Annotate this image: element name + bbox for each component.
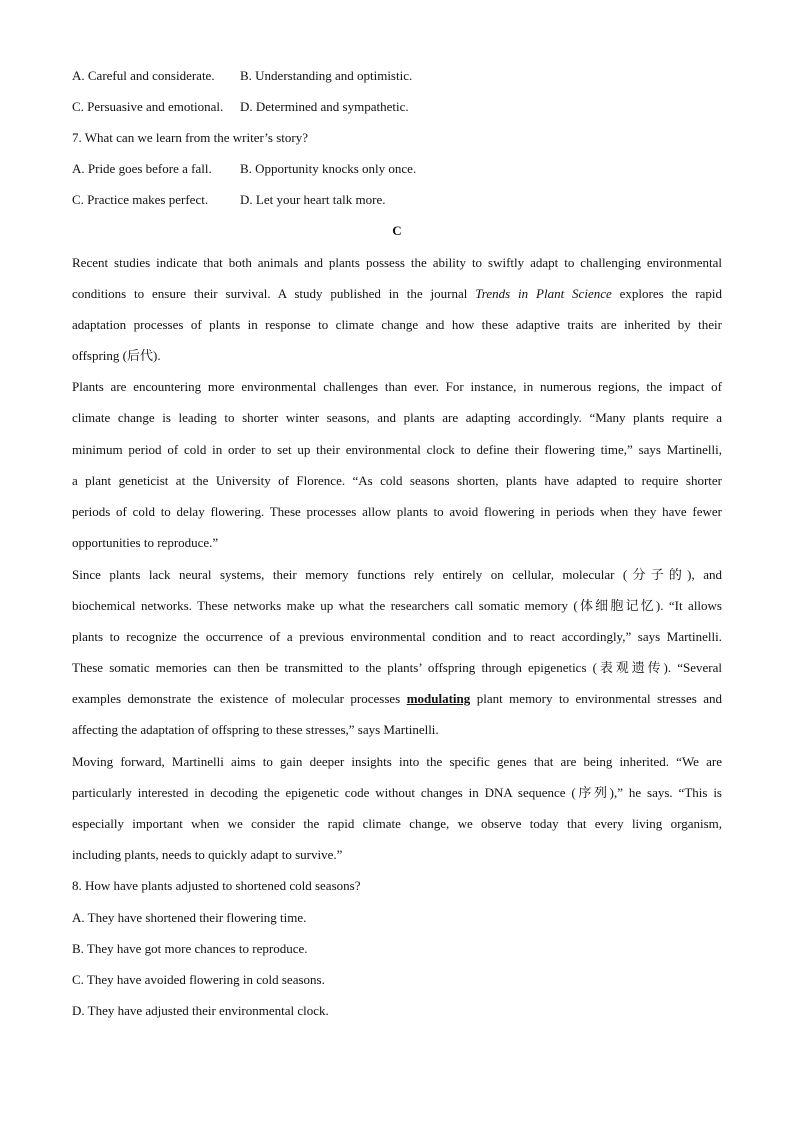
p1-line-2 (72, 285, 722, 303)
q6-options-row-1 (72, 67, 722, 85)
p4-line-3: especially important when we consider the rapid climate change, we observe today that every living organism, (72, 816, 722, 831)
p3-line-5-pre: examples demonstrate the existence of molecular processes (72, 691, 401, 706)
p2-line-3: minimum period of cold in order to set up their environmental clock to define their flowering time,” says Martinelli, (72, 442, 722, 457)
q7-options-row-1 (72, 160, 722, 178)
q8-option-b: B. They have got more chances to reproduce. (72, 941, 308, 956)
q6-option-c: C. Persuasive and emotional. (72, 99, 224, 114)
p1-line-1: Recent studies indicate that both animals and plants possess the ability to swiftly adapt to challenging environmental (72, 255, 722, 270)
p1-line-3: adaptation processes of plants in response to climate change and how these adaptive traits are inherited by their (72, 317, 722, 332)
q7-option-d: D. Let your heart talk more. (240, 192, 386, 207)
q8-option-d: D. They have adjusted their environmental clock. (72, 1003, 329, 1018)
q6-options-row-2 (72, 98, 722, 116)
q8-question: 8. How have plants adjusted to shortened cold seasons? (72, 878, 361, 893)
p3-line-5 (72, 690, 722, 708)
p3-line-5-post: plant memory to environmental stresses and (476, 691, 723, 706)
p3-line-6: affecting the adaptation of offspring to these stresses,” says Martinelli. (72, 722, 439, 737)
p4-line-1: Moving forward, Martinelli aims to gain deeper insights into the specific genes that are being inherited. “We are (72, 754, 722, 769)
p4-line-2: particularly interested in decoding the epigenetic code without changes in DNA sequence (序列),” he says. “This is (72, 785, 722, 800)
q7-option-b: B. Opportunity knocks only once. (240, 161, 417, 176)
p2-line-6: opportunities to reproduce.” (72, 535, 219, 550)
highlighted-word: modulating (406, 691, 471, 706)
journal-title: Trends in Plant Science (475, 286, 612, 301)
p3-line-4: These somatic memories can then be transmitted to the plants’ offspring through epigenetics (表观遗传). “Several (72, 660, 722, 675)
p2-line-4: a plant geneticist at the University of Florence. “As cold seasons shorten, plants have adapted to require shorter (72, 473, 722, 488)
p2-line-1: Plants are encountering more environmental challenges than ever. For instance, in numerous regions, the impact of (72, 379, 722, 394)
p3-line-3: plants to recognize the occurrence of a previous environmental condition and to react accordingly,” says Martinelli. (72, 629, 722, 644)
q6-option-d: D. Determined and sympathetic. (240, 99, 409, 114)
p2-line-5: periods of cold to delay flowering. These processes allow plants to avoid flowering in periods when they have fewer (72, 504, 722, 519)
p4-line-4: including plants, needs to quickly adapt to survive.” (72, 847, 343, 862)
p2-line-2: climate change is leading to shorter winter seasons, and plants are adapting accordingly. “Many plants require a (72, 410, 722, 425)
q7-option-c: C. Practice makes perfect. (72, 192, 209, 207)
p1-line-2-pre: conditions to ensure their survival. A study published in the journal (72, 286, 468, 301)
q8-option-c: C. They have avoided flowering in cold seasons. (72, 972, 325, 987)
q7-options-row-2 (72, 191, 722, 209)
section-heading: C (392, 223, 402, 238)
p1-line-2-post: explores the rapid (619, 286, 723, 301)
p3-line-1: Since plants lack neural systems, their memory functions rely entirely on cellular, molecular (分子的), and (72, 567, 722, 582)
q8-option-a: A. They have shortened their flowering time. (72, 910, 307, 925)
q7-question: 7. What can we learn from the writer’s story? (72, 130, 308, 145)
q6-option-a: A. Careful and considerate. (72, 68, 215, 83)
p3-line-2: biochemical networks. These networks make up what the researchers call somatic memory (体细胞记忆). “It allows (72, 598, 722, 613)
q6-option-b: B. Understanding and optimistic. (240, 68, 413, 83)
p1-line-4: offspring (后代). (72, 348, 161, 363)
q7-option-a: A. Pride goes before a fall. (72, 161, 212, 176)
